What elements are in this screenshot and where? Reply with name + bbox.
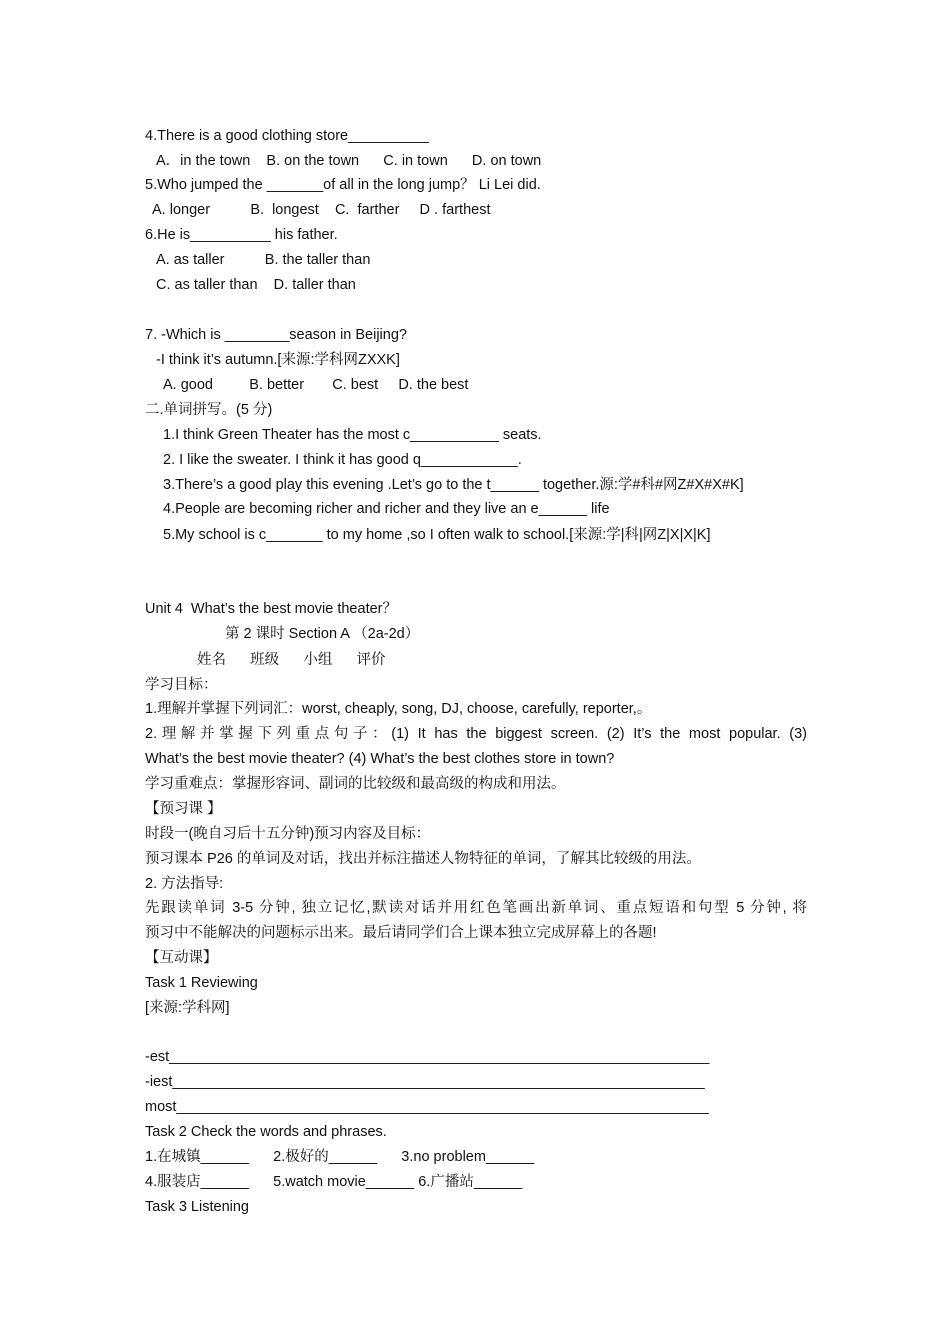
period-line: 时段一(晚自习后十五分钟)预习内容及目标： xyxy=(145,826,431,842)
spelling-item: 2. I like the sweater. I think it has good q____________. xyxy=(163,452,522,468)
task-2-row-1: 1.在城镇______ 2.极好的______ 3.no problem______ xyxy=(145,1149,535,1165)
question-7-options: A. good B. better C. best D. the best xyxy=(163,377,469,393)
question-4: 4.There is a good clothing store__________ xyxy=(145,128,429,144)
question-6-options-cd: C. as taller than D. taller than xyxy=(156,277,356,293)
spelling-item: 4.People are becoming richer and richer and they live an e______ life xyxy=(163,501,610,517)
method-label: 2. 方法指导: xyxy=(145,876,224,892)
question-5-options: A. longer B. longest C. farther D . farthest xyxy=(152,202,491,218)
goals-label: 学习目标： xyxy=(145,677,218,693)
section-2-heading: 二.单词拼写。(5 分) xyxy=(145,402,273,418)
preview-text: 预习课本 P26 的单词及对话，找出并标注描述人物特征的单词，了解其比较级的用法。 xyxy=(145,851,701,867)
spelling-item: 5.My school is c_______ to my home ,so I often walk to school.[来源:学|科|网Z|X|X|K] xyxy=(163,527,711,543)
question-5: 5.Who jumped the _______of all in the long jump？ Li Lei did. xyxy=(145,177,541,193)
goal-1: 1.理解并掌握下列词汇：worst, cheaply, song, DJ, choose, carefully, reporter,。 xyxy=(145,701,652,717)
blank-est: -est___________________________________________________________________ xyxy=(145,1049,710,1065)
spelling-item: 3.There’s a good play this evening .Let’s go to the t______ together.源:学#科#网Z#X#X#K] xyxy=(163,477,744,493)
unit-title: Unit 4 What’s the best movie theater？ xyxy=(145,601,397,617)
question-7: 7. -Which is ________season in Beijing? xyxy=(145,327,407,343)
source-note: [来源:学科网] xyxy=(145,1000,230,1016)
lesson-subtitle: 第 2 课时 Section A （2a-2d） xyxy=(225,626,420,642)
student-info-line: 姓名 班级 小组 评价 xyxy=(197,652,386,668)
task-1-title: Task 1 Reviewing xyxy=(145,975,258,991)
method-line-1: 先跟读单词 3-5 分钟, 独立记忆,默读对话并用红色笔画出新单词、重点短语和句型 5 分钟, 将 xyxy=(145,900,807,916)
task-3-title: Task 3 Listening xyxy=(145,1199,249,1215)
task-2-title: Task 2 Check the words and phrases. xyxy=(145,1124,387,1140)
goal-2-line-2: What’s the best movie theater? (4) What’s the best clothes store in town? xyxy=(145,751,615,767)
question-6-options-ab: A. as taller B. the taller than xyxy=(156,252,371,268)
task-2-row-2: 4.服装店______ 5.watch movie______ 6.广播站______ xyxy=(145,1174,523,1190)
method-line-2: 预习中不能解决的问题标示出来。最后请同学们合上课本独立完成屏幕上的各题! xyxy=(145,925,657,941)
interactive-label: 【互动课】 xyxy=(145,950,218,966)
blank-most: most__________________________________________________________________ xyxy=(145,1099,709,1115)
question-6: 6.He is__________ his father. xyxy=(145,227,338,243)
spelling-item: 1.I think Green Theater has the most c___________ seats. xyxy=(163,427,542,443)
goal-2-line-1: 2.理解并掌握下列重点句子：(1) It has the biggest screen. (2) It’s the most popular. (3) xyxy=(145,726,807,742)
preview-label: 【预习课 】 xyxy=(145,801,222,817)
question-4-options: A．in the town B. on the town C. in town D. on town xyxy=(156,153,542,169)
question-7-reply: -I think it’s autumn.[来源:学科网ZXXK] xyxy=(156,352,400,368)
difficulty: 学习重难点：掌握形容词、副词的比较级和最高级的构成和用法。 xyxy=(145,776,566,792)
blank-iest: -iest__________________________________________________________________ xyxy=(145,1074,705,1090)
